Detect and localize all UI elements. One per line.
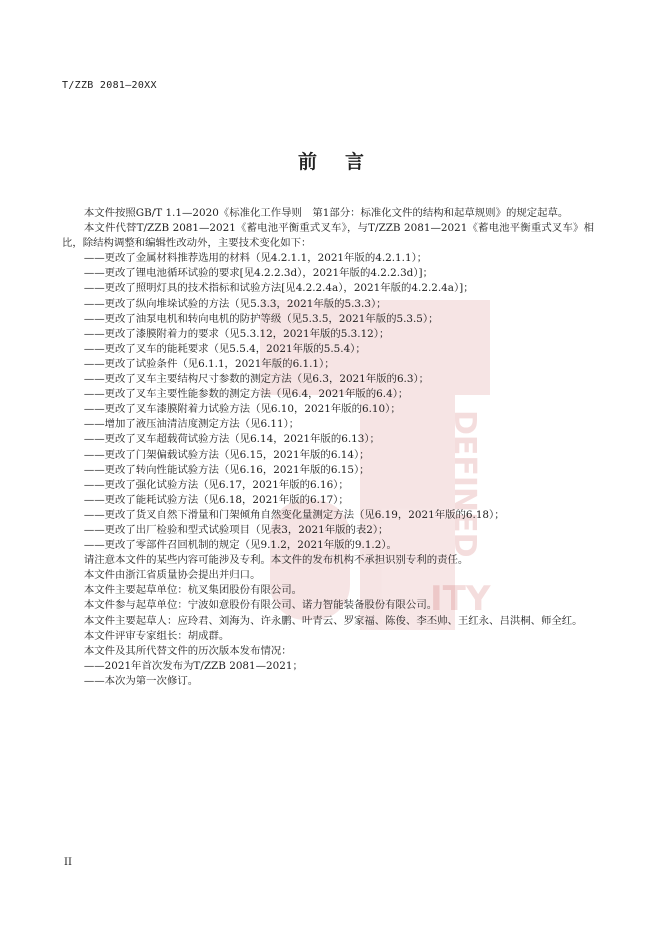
change-item: ——更改了照明灯具的技术指标和试验方法[见4.2.2.4a），2021年版的4.2.2.4a）]； <box>83 282 474 295</box>
change-item: ——更改了强化试验方法（见6.17，2021年版的6.16）； <box>83 478 349 491</box>
watermark-text-defined: DEFINED <box>447 410 482 558</box>
change-item: ——更改了叉车主要结构尺寸参数的测定方法（见6.3，2021年版的6.3）； <box>83 373 430 386</box>
review-leader: 本文件评审专家组长：胡成群。 <box>83 629 230 642</box>
change-item: ——增加了液压油清洁度测定方法（见6.11）； <box>83 418 300 431</box>
document-number: T/ZZB 2081—20XX <box>62 80 157 91</box>
change-item: ——更改了叉车的能耗要求（见5.5.4，2021年版的5.5.4）； <box>83 342 366 355</box>
change-item: ——更改了漆膜附着力的要求（见5.3.12，2021年版的5.3.12）； <box>83 327 390 340</box>
proposer-statement: 本文件由浙江省质量协会提出并归口。 <box>83 569 261 582</box>
page-title <box>0 147 662 174</box>
history-title: 本文件及其所代替文件的历次版本发布情况： <box>83 644 292 657</box>
intro-paragraph-2: 本文件代替T/ZZB 2081—2021《蓄电池平衡重式叉车》，与T/ZZB 2081—2021《蓄电池平衡重式叉车》相比，除结构调整和编辑性改动外，主要技术变化如下： <box>62 222 594 250</box>
change-item: ——更改了叉车超载荷试验方法（见6.14，2021年版的6.13）； <box>83 433 380 446</box>
page-number: II <box>64 857 72 868</box>
change-item: ——更改了能耗试验方法（见6.18，2021年版的6.17）； <box>83 493 349 506</box>
change-item: ——更改了零部件召回机制的规定（见9.1.2，2021年版的9.1.2）。 <box>83 539 397 552</box>
change-item: ——更改了油泵电机和转向电机的防护等级（见5.3.5，2021年版的5.3.5）； <box>83 312 439 325</box>
change-item: ——更改了叉车主要性能参数的测定方法（见6.4，2021年版的6.4）； <box>83 388 409 401</box>
foreword-body <box>62 206 594 689</box>
watermark-text-ity: ITY <box>430 579 491 619</box>
history-item: ——2021年首次发布为T/ZZB 2081—2021； <box>83 659 303 672</box>
title-char-2: 言 <box>345 151 365 173</box>
change-item: ——更改了金属材料推荐选用的材料（见4.2.1.1，2021年版的4.2.1.1）； <box>83 252 428 265</box>
change-item: ——更改了纵向堆垛试验的方法（见5.3.3，2021年版的5.3.3）； <box>83 297 387 310</box>
patent-notice: 请注意本文件的某些内容可能涉及专利。本文件的发布机构不承担识别专利的责任。 <box>83 554 469 567</box>
change-item: ——更改了出厂检验和型式试验项目（见表3，2021年版的表2）； <box>83 523 389 536</box>
change-item: ——更改了试验条件（见6.1.1，2021年版的6.1.1）； <box>83 357 335 370</box>
change-item: ——更改了货叉自然下滑量和门架倾角自然变化量测定方法（见6.19，2021年版的6.18）； <box>83 508 505 521</box>
change-item: ——更改了转向性能试验方法（见6.16，2021年版的6.15）； <box>83 463 370 476</box>
history-item: ——本次为第一次修订。 <box>83 674 199 687</box>
main-drafting-unit: 本文件主要起草单位：杭叉集团股份有限公司。 <box>83 584 303 597</box>
change-item: ——更改了锂电池循环试验的要求[见4.2.2.3d），2021年版的4.2.2.3d）]； <box>83 267 433 280</box>
changes-list <box>62 251 594 553</box>
main-drafters: 本文件主要起草人：应玲君、刘海为、许永鹏、叶青云、罗家福、陈俊、李丕帅、王红永、吕洪桐、师全红。 <box>83 614 583 627</box>
change-item: ——更改了门架偏载试验方法（见6.15，2021年版的6.14）； <box>83 448 370 461</box>
change-item: ——更改了叉车漆膜附着力试验方法（见6.10，2021年版的6.10）； <box>83 403 401 416</box>
title-char-1: 前 <box>297 151 317 173</box>
participating-units: 本文件参与起草单位：宁波如意股份有限公司、诺力智能装备股份有限公司。 <box>83 599 438 612</box>
intro-paragraph-1: 本文件按照GB/T 1.1—2020《标准化工作导则 第1部分：标准化文件的结构和起草规则》的规定起草。 <box>83 207 569 219</box>
